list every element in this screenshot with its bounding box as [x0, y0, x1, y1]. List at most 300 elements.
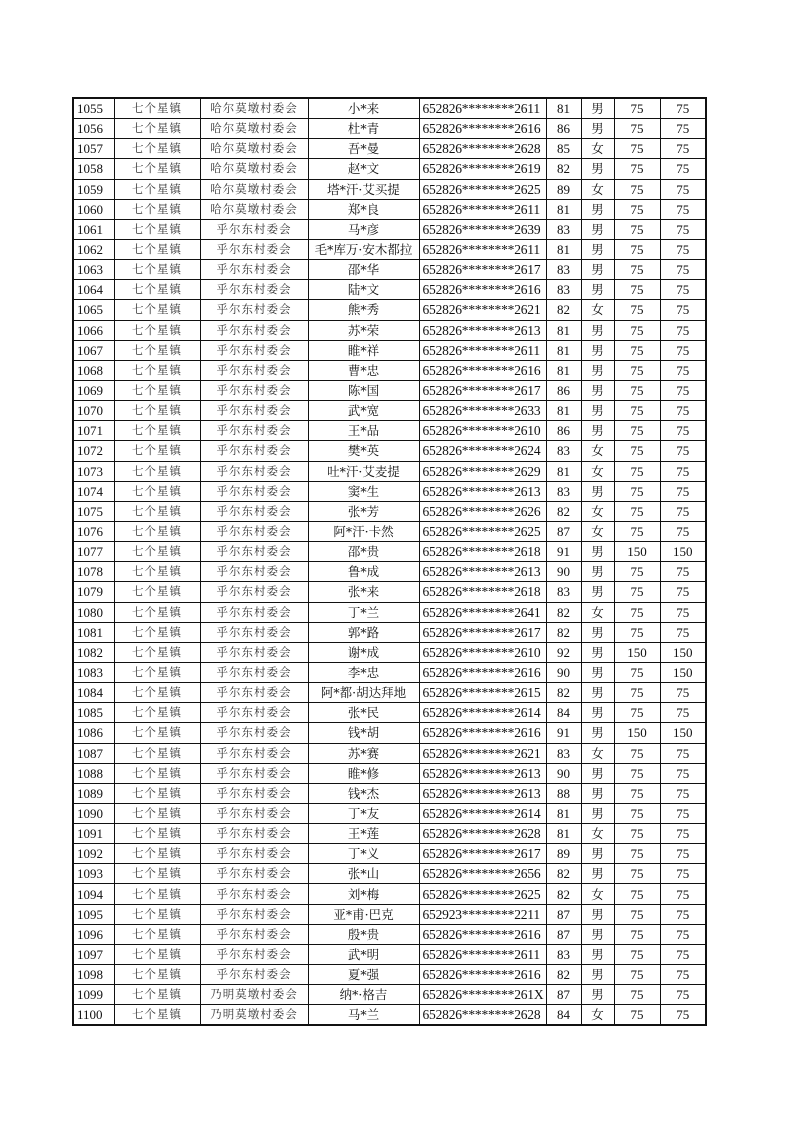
name-cell: 丁*义 [308, 844, 419, 864]
row-number: 1057 [73, 139, 114, 159]
town-cell: 七个星镇 [114, 401, 200, 421]
standard-amount-cell: 75 [614, 783, 660, 803]
subsidy-roster-table [72, 97, 707, 1026]
sex-cell: 男 [581, 622, 614, 642]
id-number-cell: 652826********2625 [419, 884, 546, 904]
table-row [73, 743, 706, 763]
town-cell: 七个星镇 [114, 542, 200, 562]
sex-cell: 男 [581, 421, 614, 441]
sex-cell: 男 [581, 320, 614, 340]
table-row [73, 300, 706, 320]
age-cell: 81 [546, 824, 581, 844]
town-cell: 七个星镇 [114, 320, 200, 340]
row-number: 1100 [73, 1005, 114, 1026]
issued-amount-cell: 75 [660, 380, 706, 400]
age-cell: 83 [546, 441, 581, 461]
sex-cell: 男 [581, 481, 614, 501]
id-number-cell: 652826********2656 [419, 864, 546, 884]
issued-amount-cell: 75 [660, 441, 706, 461]
row-number: 1063 [73, 260, 114, 280]
row-number: 1094 [73, 884, 114, 904]
issued-amount-cell: 75 [660, 904, 706, 924]
name-cell: 阿*都·胡达拜地 [308, 683, 419, 703]
village-cell: 乎尔东村委会 [200, 683, 308, 703]
table-row [73, 924, 706, 944]
name-cell: 张*民 [308, 703, 419, 723]
issued-amount-cell: 75 [660, 239, 706, 259]
sex-cell: 男 [581, 803, 614, 823]
age-cell: 83 [546, 944, 581, 964]
row-number: 1061 [73, 219, 114, 239]
table-row [73, 844, 706, 864]
name-cell: 王*品 [308, 421, 419, 441]
table-row [73, 119, 706, 139]
issued-amount-cell: 150 [660, 662, 706, 682]
table-row [73, 985, 706, 1005]
name-cell: 苏*赛 [308, 743, 419, 763]
standard-amount-cell: 75 [614, 1005, 660, 1026]
row-number: 1072 [73, 441, 114, 461]
id-number-cell: 652826********2618 [419, 542, 546, 562]
table-row [73, 280, 706, 300]
name-cell: 睢*修 [308, 763, 419, 783]
standard-amount-cell: 75 [614, 239, 660, 259]
town-cell: 七个星镇 [114, 119, 200, 139]
village-cell: 乎尔东村委会 [200, 360, 308, 380]
age-cell: 81 [546, 98, 581, 119]
id-number-cell: 652826********2628 [419, 1005, 546, 1026]
table-row [73, 783, 706, 803]
table-row [73, 199, 706, 219]
issued-amount-cell: 75 [660, 944, 706, 964]
town-cell: 七个星镇 [114, 98, 200, 119]
issued-amount-cell: 75 [660, 521, 706, 541]
sex-cell: 女 [581, 501, 614, 521]
name-cell: 钱*胡 [308, 723, 419, 743]
name-cell: 张*芳 [308, 501, 419, 521]
standard-amount-cell: 75 [614, 904, 660, 924]
village-cell: 哈尔莫墩村委会 [200, 199, 308, 219]
row-number: 1086 [73, 723, 114, 743]
row-number: 1093 [73, 864, 114, 884]
row-number: 1064 [73, 280, 114, 300]
town-cell: 七个星镇 [114, 380, 200, 400]
row-number: 1097 [73, 944, 114, 964]
village-cell: 乎尔东村委会 [200, 300, 308, 320]
table-row [73, 562, 706, 582]
sex-cell: 男 [581, 944, 614, 964]
sex-cell: 男 [581, 904, 614, 924]
issued-amount-cell: 75 [660, 119, 706, 139]
village-cell: 乎尔东村委会 [200, 723, 308, 743]
name-cell: 吐*汗·艾麦提 [308, 461, 419, 481]
standard-amount-cell: 75 [614, 703, 660, 723]
town-cell: 七个星镇 [114, 904, 200, 924]
age-cell: 82 [546, 683, 581, 703]
id-number-cell: 652826********2611 [419, 98, 546, 119]
age-cell: 84 [546, 703, 581, 723]
name-cell: 丁*兰 [308, 602, 419, 622]
standard-amount-cell: 75 [614, 824, 660, 844]
id-number-cell: 652826********2615 [419, 683, 546, 703]
row-number: 1058 [73, 159, 114, 179]
id-number-cell: 652826********2616 [419, 119, 546, 139]
table-row [73, 582, 706, 602]
table-row [73, 803, 706, 823]
row-number: 1071 [73, 421, 114, 441]
id-number-cell: 652826********2621 [419, 300, 546, 320]
sex-cell: 男 [581, 119, 614, 139]
sex-cell: 女 [581, 139, 614, 159]
row-number: 1074 [73, 481, 114, 501]
row-number: 1092 [73, 844, 114, 864]
name-cell: 阿*汗·卡然 [308, 521, 419, 541]
table-row [73, 864, 706, 884]
id-number-cell: 652826********2616 [419, 965, 546, 985]
table-row [73, 683, 706, 703]
id-number-cell: 652826********2617 [419, 260, 546, 280]
row-number: 1059 [73, 179, 114, 199]
town-cell: 七个星镇 [114, 763, 200, 783]
id-number-cell: 652826********2619 [419, 159, 546, 179]
village-cell: 哈尔莫墩村委会 [200, 179, 308, 199]
row-number: 1056 [73, 119, 114, 139]
town-cell: 七个星镇 [114, 239, 200, 259]
town-cell: 七个星镇 [114, 864, 200, 884]
issued-amount-cell: 75 [660, 803, 706, 823]
town-cell: 七个星镇 [114, 884, 200, 904]
name-cell: 苏*荣 [308, 320, 419, 340]
issued-amount-cell: 75 [660, 320, 706, 340]
row-number: 1096 [73, 924, 114, 944]
row-number: 1067 [73, 340, 114, 360]
age-cell: 81 [546, 401, 581, 421]
issued-amount-cell: 75 [660, 924, 706, 944]
town-cell: 七个星镇 [114, 783, 200, 803]
standard-amount-cell: 75 [614, 763, 660, 783]
sex-cell: 男 [581, 985, 614, 1005]
village-cell: 乎尔东村委会 [200, 924, 308, 944]
village-cell: 乎尔东村委会 [200, 260, 308, 280]
sex-cell: 男 [581, 159, 614, 179]
issued-amount-cell: 75 [660, 562, 706, 582]
age-cell: 87 [546, 924, 581, 944]
name-cell: 陈*国 [308, 380, 419, 400]
row-number: 1091 [73, 824, 114, 844]
town-cell: 七个星镇 [114, 421, 200, 441]
village-cell: 乎尔东村委会 [200, 944, 308, 964]
id-number-cell: 652826********2614 [419, 703, 546, 723]
standard-amount-cell: 75 [614, 582, 660, 602]
town-cell: 七个星镇 [114, 219, 200, 239]
town-cell: 七个星镇 [114, 844, 200, 864]
id-number-cell: 652826********2616 [419, 280, 546, 300]
id-number-cell: 652826********2639 [419, 219, 546, 239]
sex-cell: 男 [581, 783, 614, 803]
sex-cell: 男 [581, 239, 614, 259]
row-number: 1089 [73, 783, 114, 803]
issued-amount-cell: 75 [660, 179, 706, 199]
id-number-cell: 652826********2633 [419, 401, 546, 421]
row-number: 1066 [73, 320, 114, 340]
issued-amount-cell: 75 [660, 602, 706, 622]
standard-amount-cell: 75 [614, 340, 660, 360]
table-row [73, 622, 706, 642]
table-row [73, 340, 706, 360]
sex-cell: 男 [581, 582, 614, 602]
village-cell: 乎尔东村委会 [200, 602, 308, 622]
village-cell: 乎尔东村委会 [200, 622, 308, 642]
table-row [73, 944, 706, 964]
town-cell: 七个星镇 [114, 139, 200, 159]
sex-cell: 男 [581, 98, 614, 119]
sex-cell: 男 [581, 662, 614, 682]
sex-cell: 女 [581, 179, 614, 199]
village-cell: 乎尔东村委会 [200, 803, 308, 823]
village-cell: 乎尔东村委会 [200, 743, 308, 763]
issued-amount-cell: 150 [660, 723, 706, 743]
issued-amount-cell: 75 [660, 864, 706, 884]
standard-amount-cell: 75 [614, 159, 660, 179]
village-cell: 乎尔东村委会 [200, 864, 308, 884]
table-row [73, 824, 706, 844]
age-cell: 82 [546, 602, 581, 622]
table-row [73, 441, 706, 461]
village-cell: 乎尔东村委会 [200, 642, 308, 662]
standard-amount-cell: 75 [614, 401, 660, 421]
name-cell: 毛*库万·安木都拉 [308, 239, 419, 259]
town-cell: 七个星镇 [114, 501, 200, 521]
id-number-cell: 652826********2613 [419, 481, 546, 501]
id-number-cell: 652826********2611 [419, 944, 546, 964]
issued-amount-cell: 75 [660, 481, 706, 501]
name-cell: 赵*文 [308, 159, 419, 179]
village-cell: 哈尔莫墩村委会 [200, 119, 308, 139]
table-row [73, 219, 706, 239]
table-row [73, 602, 706, 622]
row-number: 1079 [73, 582, 114, 602]
sex-cell: 男 [581, 642, 614, 662]
age-cell: 84 [546, 1005, 581, 1026]
age-cell: 90 [546, 763, 581, 783]
village-cell: 乎尔东村委会 [200, 783, 308, 803]
row-number: 1076 [73, 521, 114, 541]
issued-amount-cell: 75 [660, 844, 706, 864]
issued-amount-cell: 75 [660, 703, 706, 723]
age-cell: 83 [546, 743, 581, 763]
issued-amount-cell: 75 [660, 965, 706, 985]
issued-amount-cell: 75 [660, 340, 706, 360]
id-number-cell: 652826********2626 [419, 501, 546, 521]
town-cell: 七个星镇 [114, 441, 200, 461]
town-cell: 七个星镇 [114, 965, 200, 985]
sex-cell: 女 [581, 602, 614, 622]
table-row [73, 179, 706, 199]
age-cell: 91 [546, 542, 581, 562]
age-cell: 86 [546, 421, 581, 441]
name-cell: 陆*文 [308, 280, 419, 300]
name-cell: 熊*秀 [308, 300, 419, 320]
town-cell: 七个星镇 [114, 642, 200, 662]
table-row [73, 380, 706, 400]
age-cell: 89 [546, 844, 581, 864]
id-number-cell: 652826********2629 [419, 461, 546, 481]
issued-amount-cell: 150 [660, 542, 706, 562]
town-cell: 七个星镇 [114, 159, 200, 179]
age-cell: 82 [546, 622, 581, 642]
id-number-cell: 652826********2618 [419, 582, 546, 602]
name-cell: 邵*贵 [308, 542, 419, 562]
id-number-cell: 652826********2628 [419, 824, 546, 844]
standard-amount-cell: 75 [614, 944, 660, 964]
village-cell: 乎尔东村委会 [200, 844, 308, 864]
issued-amount-cell: 75 [660, 401, 706, 421]
village-cell: 乎尔东村委会 [200, 280, 308, 300]
standard-amount-cell: 75 [614, 360, 660, 380]
name-cell: 鲁*成 [308, 562, 419, 582]
id-number-cell: 652826********2610 [419, 642, 546, 662]
issued-amount-cell: 75 [660, 884, 706, 904]
table-row [73, 662, 706, 682]
village-cell: 乎尔东村委会 [200, 501, 308, 521]
age-cell: 82 [546, 864, 581, 884]
row-number: 1062 [73, 239, 114, 259]
village-cell: 乎尔东村委会 [200, 320, 308, 340]
row-number: 1098 [73, 965, 114, 985]
town-cell: 七个星镇 [114, 199, 200, 219]
age-cell: 81 [546, 239, 581, 259]
age-cell: 88 [546, 783, 581, 803]
row-number: 1069 [73, 380, 114, 400]
name-cell: 武*明 [308, 944, 419, 964]
name-cell: 王*莲 [308, 824, 419, 844]
standard-amount-cell: 75 [614, 179, 660, 199]
id-number-cell: 652826********2611 [419, 199, 546, 219]
village-cell: 乎尔东村委会 [200, 219, 308, 239]
id-number-cell: 652923********2211 [419, 904, 546, 924]
age-cell: 87 [546, 985, 581, 1005]
town-cell: 七个星镇 [114, 582, 200, 602]
town-cell: 七个星镇 [114, 703, 200, 723]
age-cell: 81 [546, 340, 581, 360]
row-number: 1055 [73, 98, 114, 119]
standard-amount-cell: 75 [614, 320, 660, 340]
town-cell: 七个星镇 [114, 622, 200, 642]
id-number-cell: 652826********261X [419, 985, 546, 1005]
town-cell: 七个星镇 [114, 461, 200, 481]
age-cell: 87 [546, 521, 581, 541]
issued-amount-cell: 75 [660, 98, 706, 119]
name-cell: 郭*路 [308, 622, 419, 642]
age-cell: 82 [546, 965, 581, 985]
table-row [73, 481, 706, 501]
row-number: 1077 [73, 542, 114, 562]
standard-amount-cell: 75 [614, 481, 660, 501]
id-number-cell: 652826********2625 [419, 179, 546, 199]
id-number-cell: 652826********2613 [419, 320, 546, 340]
village-cell: 乎尔东村委会 [200, 884, 308, 904]
town-cell: 七个星镇 [114, 260, 200, 280]
row-number: 1082 [73, 642, 114, 662]
id-number-cell: 652826********2616 [419, 360, 546, 380]
village-cell: 乎尔东村委会 [200, 481, 308, 501]
village-cell: 乎尔东村委会 [200, 662, 308, 682]
name-cell: 郑*良 [308, 199, 419, 219]
name-cell: 钱*杰 [308, 783, 419, 803]
row-number: 1070 [73, 401, 114, 421]
sex-cell: 男 [581, 340, 614, 360]
standard-amount-cell: 75 [614, 743, 660, 763]
age-cell: 82 [546, 501, 581, 521]
name-cell: 丁*友 [308, 803, 419, 823]
town-cell: 七个星镇 [114, 743, 200, 763]
standard-amount-cell: 75 [614, 562, 660, 582]
village-cell: 乎尔东村委会 [200, 239, 308, 259]
village-cell: 乎尔东村委会 [200, 380, 308, 400]
sex-cell: 女 [581, 1005, 614, 1026]
village-cell: 乎尔东村委会 [200, 763, 308, 783]
standard-amount-cell: 75 [614, 461, 660, 481]
issued-amount-cell: 75 [660, 461, 706, 481]
age-cell: 91 [546, 723, 581, 743]
issued-amount-cell: 75 [660, 743, 706, 763]
age-cell: 82 [546, 884, 581, 904]
sex-cell: 男 [581, 542, 614, 562]
town-cell: 七个星镇 [114, 360, 200, 380]
row-number: 1080 [73, 602, 114, 622]
village-cell: 乎尔东村委会 [200, 340, 308, 360]
name-cell: 马*彦 [308, 219, 419, 239]
id-number-cell: 652826********2628 [419, 139, 546, 159]
table-row [73, 904, 706, 924]
table-row [73, 401, 706, 421]
standard-amount-cell: 75 [614, 864, 660, 884]
standard-amount-cell: 75 [614, 924, 660, 944]
row-number: 1090 [73, 803, 114, 823]
standard-amount-cell: 75 [614, 602, 660, 622]
row-number: 1075 [73, 501, 114, 521]
village-cell: 哈尔莫墩村委会 [200, 139, 308, 159]
name-cell: 武*宽 [308, 401, 419, 421]
issued-amount-cell: 75 [660, 985, 706, 1005]
sex-cell: 男 [581, 219, 614, 239]
table-row [73, 461, 706, 481]
town-cell: 七个星镇 [114, 683, 200, 703]
name-cell: 张*山 [308, 864, 419, 884]
age-cell: 81 [546, 360, 581, 380]
issued-amount-cell: 75 [660, 501, 706, 521]
age-cell: 81 [546, 803, 581, 823]
sex-cell: 男 [581, 763, 614, 783]
name-cell: 樊*英 [308, 441, 419, 461]
age-cell: 82 [546, 159, 581, 179]
age-cell: 86 [546, 119, 581, 139]
issued-amount-cell: 75 [660, 1005, 706, 1026]
age-cell: 83 [546, 219, 581, 239]
village-cell: 乎尔东村委会 [200, 421, 308, 441]
standard-amount-cell: 75 [614, 441, 660, 461]
id-number-cell: 652826********2617 [419, 380, 546, 400]
id-number-cell: 652826********2613 [419, 763, 546, 783]
issued-amount-cell: 75 [660, 622, 706, 642]
sex-cell: 女 [581, 461, 614, 481]
row-number: 1085 [73, 703, 114, 723]
age-cell: 85 [546, 139, 581, 159]
issued-amount-cell: 75 [660, 199, 706, 219]
town-cell: 七个星镇 [114, 944, 200, 964]
age-cell: 81 [546, 199, 581, 219]
name-cell: 小*来 [308, 98, 419, 119]
